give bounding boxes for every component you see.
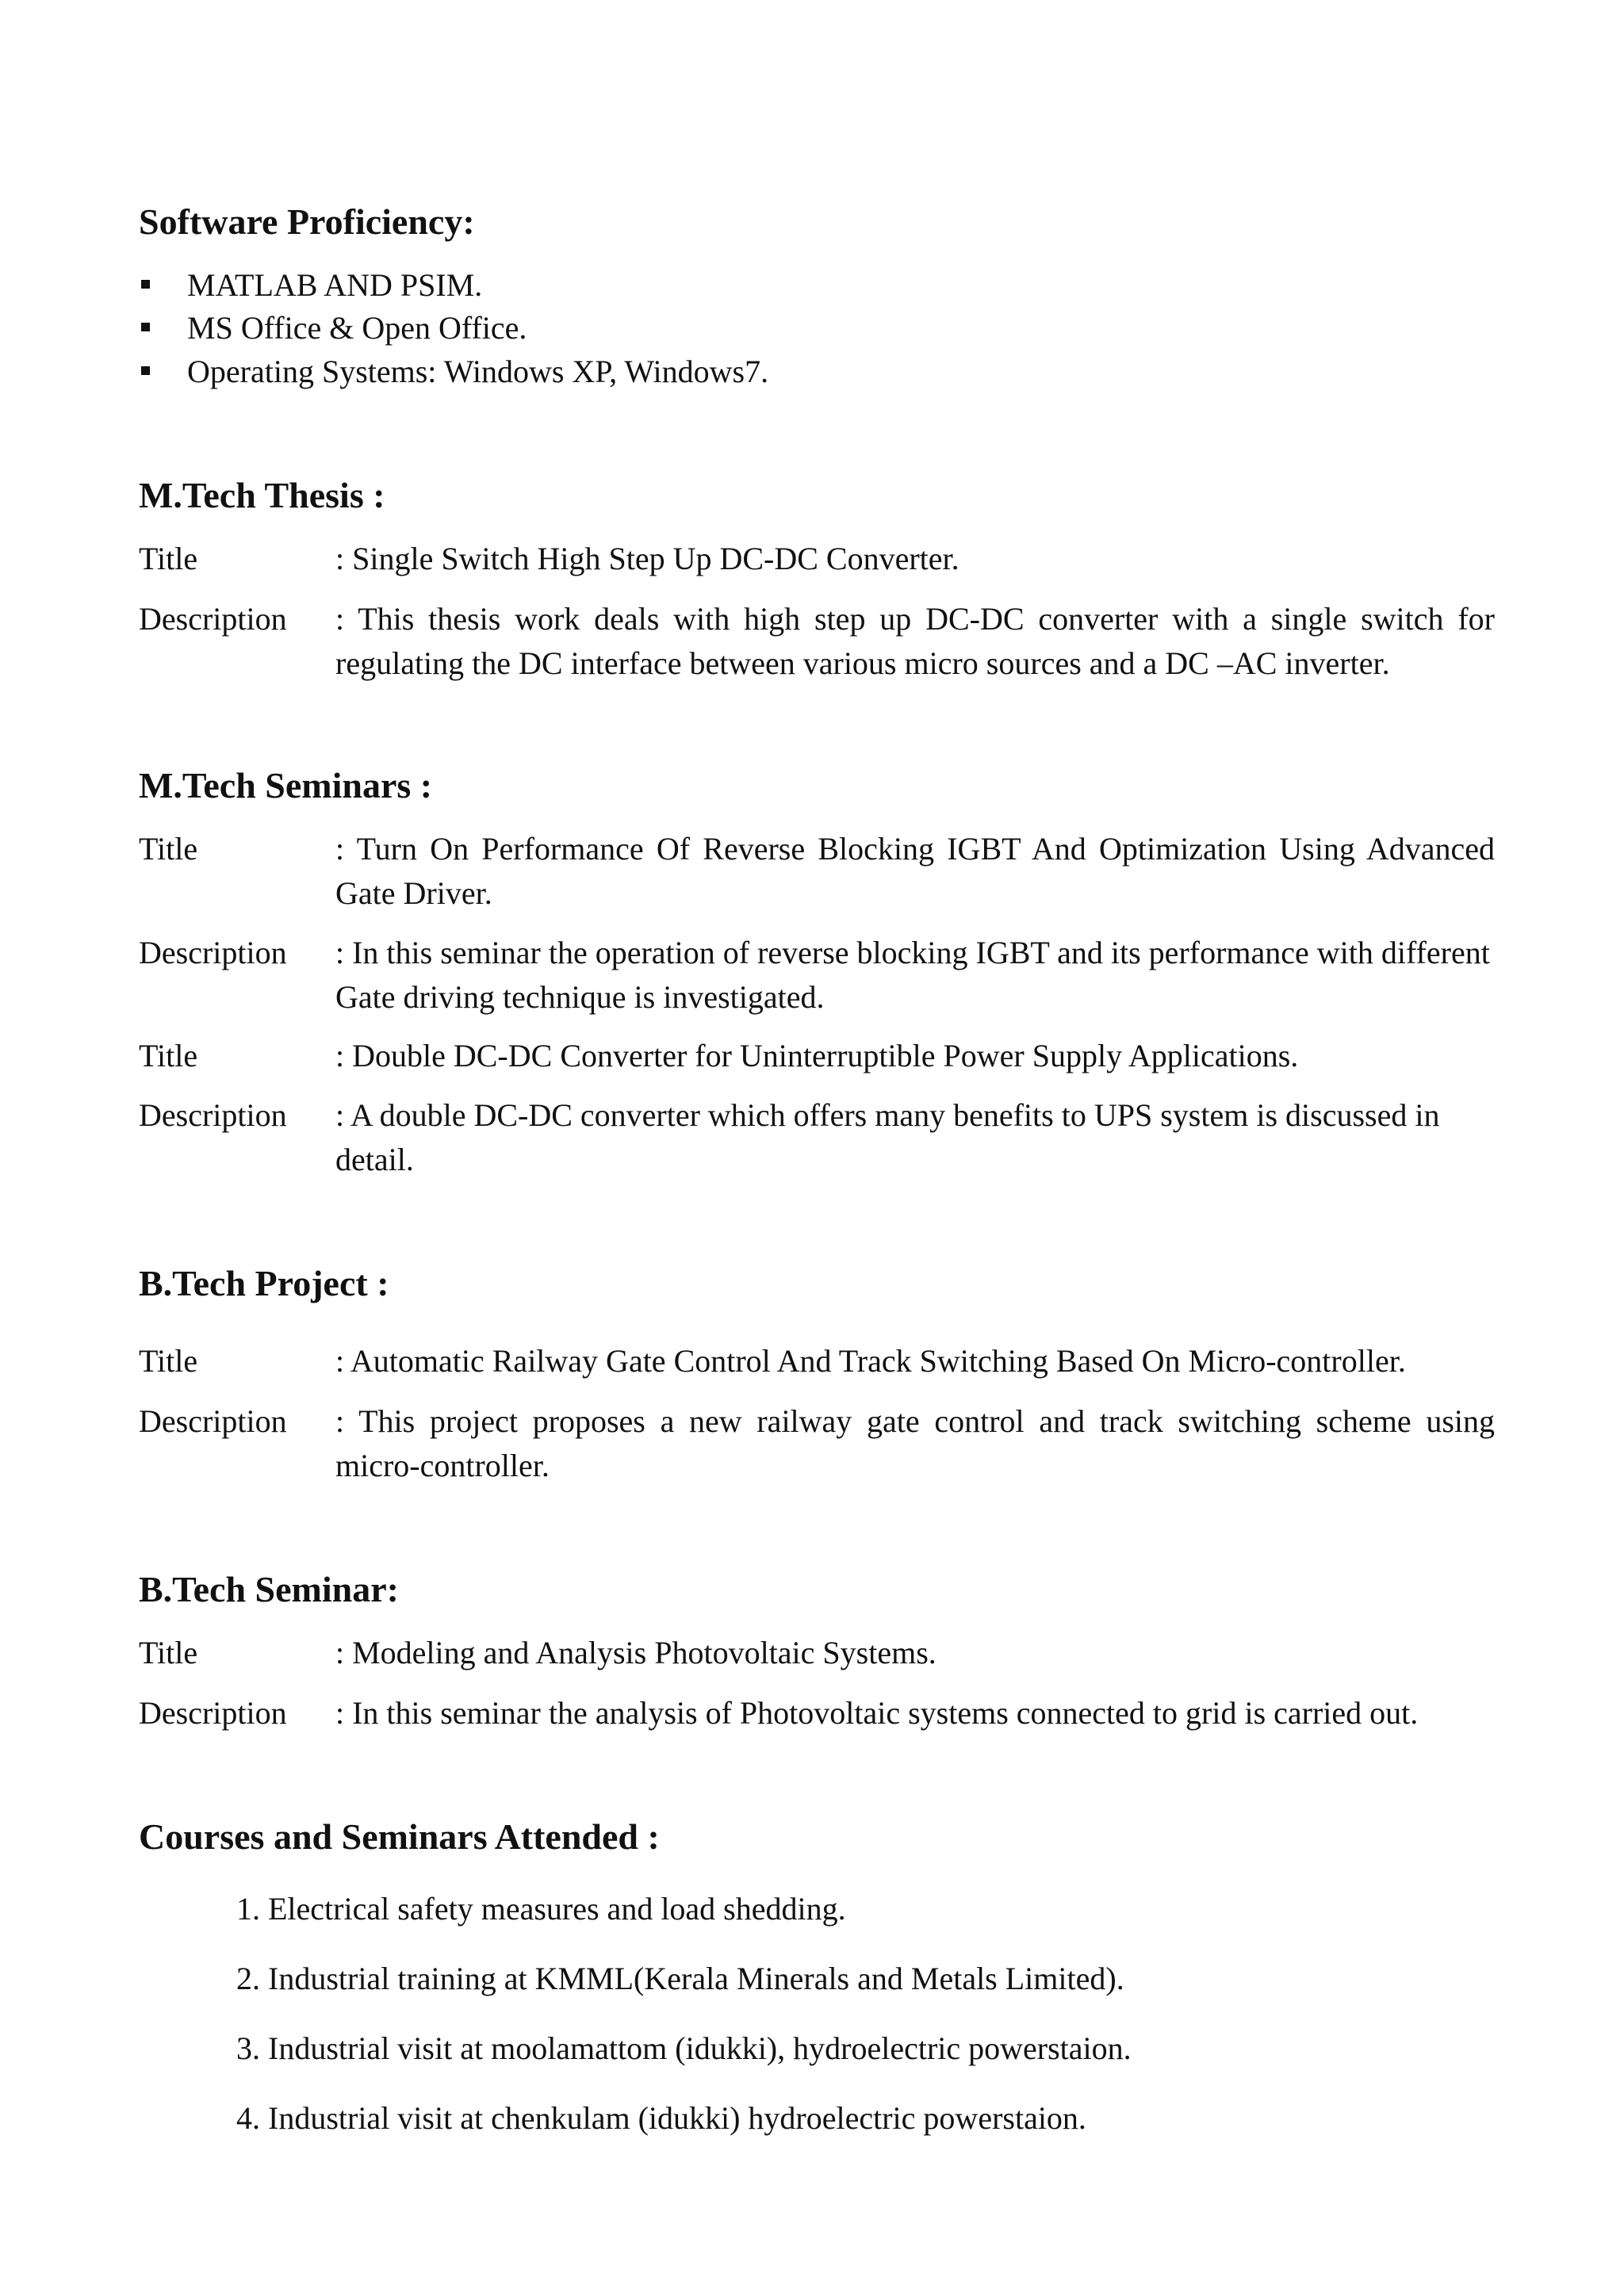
bullet-icon (141, 280, 150, 289)
course-list-item: 2. Industrial training at KMML(Kerala Minerals and Metals Limited). (236, 1961, 1124, 1996)
course-list-item: 4. Industrial visit at chenkulam (idukki) hydroelectric powerstaion. (236, 2100, 1086, 2136)
seminar-2-title-value: : Double DC-DC Converter for Uninterruptible Power Supply Applications. (335, 1038, 1299, 1073)
bullet-icon (141, 323, 150, 331)
btech-project-heading: B.Tech Project : (139, 1263, 389, 1303)
mtech-seminars-heading: M.Tech Seminars : (139, 765, 433, 806)
seminar-1-title-label: Title (139, 831, 198, 867)
btech-seminar-heading: B.Tech Seminar: (139, 1569, 399, 1609)
thesis-title-value: : Single Switch High Step Up DC-DC Converter. (335, 541, 959, 576)
software-item: MS Office & Open Office. (187, 310, 527, 346)
btech-seminar-title-value: : Modeling and Analysis Photovoltaic Systems. (335, 1635, 936, 1670)
seminar-1-description-value: : In this seminar the operation of reverse blocking IGBT and its performance with different Gate driving technique is investigated. (335, 935, 1490, 1015)
software-proficiency-heading: Software Proficiency: (139, 201, 475, 242)
project-title-value: : Automatic Railway Gate Control And Track Switching Based On Micro-controller. (335, 1343, 1406, 1379)
mtech-thesis-heading: M.Tech Thesis : (139, 475, 385, 515)
btech-seminar-description-value: : In this seminar the analysis of Photovoltaic systems connected to grid is carried out. (335, 1695, 1419, 1731)
project-title-label: Title (139, 1343, 198, 1379)
bullet-icon (141, 366, 150, 375)
seminar-1-description-label: Description (139, 935, 287, 970)
seminar-1-title-value: : Turn On Performance Of Reverse Blocking IGBT And Optimization Using Advanced Gate Driver. (335, 831, 1495, 911)
project-description-value: : This project proposes a new railway gate control and track switching scheme using micro-controller. (335, 1403, 1495, 1483)
software-item: Operating Systems: Windows XP, Windows7. (187, 354, 769, 389)
software-item: MATLAB AND PSIM. (187, 267, 483, 303)
courses-heading: Courses and Seminars Attended : (139, 1816, 660, 1857)
seminar-2-description-label: Description (139, 1097, 287, 1133)
seminar-2-description-value: : A double DC-DC converter which offers many benefits to UPS system is discussed in detail. (335, 1097, 1440, 1177)
seminar-2-title-label: Title (139, 1038, 198, 1073)
project-description-label: Description (139, 1403, 287, 1439)
course-list-item: 1. Electrical safety measures and load shedding. (236, 1891, 846, 1927)
btech-seminar-title-label: Title (139, 1635, 198, 1670)
thesis-title-label: Title (139, 541, 198, 576)
course-list-item: 3. Industrial visit at moolamattom (idukki), hydroelectric powerstaion. (236, 2030, 1132, 2066)
btech-seminar-description-label: Description (139, 1695, 287, 1731)
thesis-description-label: Description (139, 601, 287, 637)
thesis-description-value: : This thesis work deals with high step up DC-DC converter with a single switch for regulating the DC interface between various micro sources and a DC –AC inverter. (335, 601, 1495, 681)
